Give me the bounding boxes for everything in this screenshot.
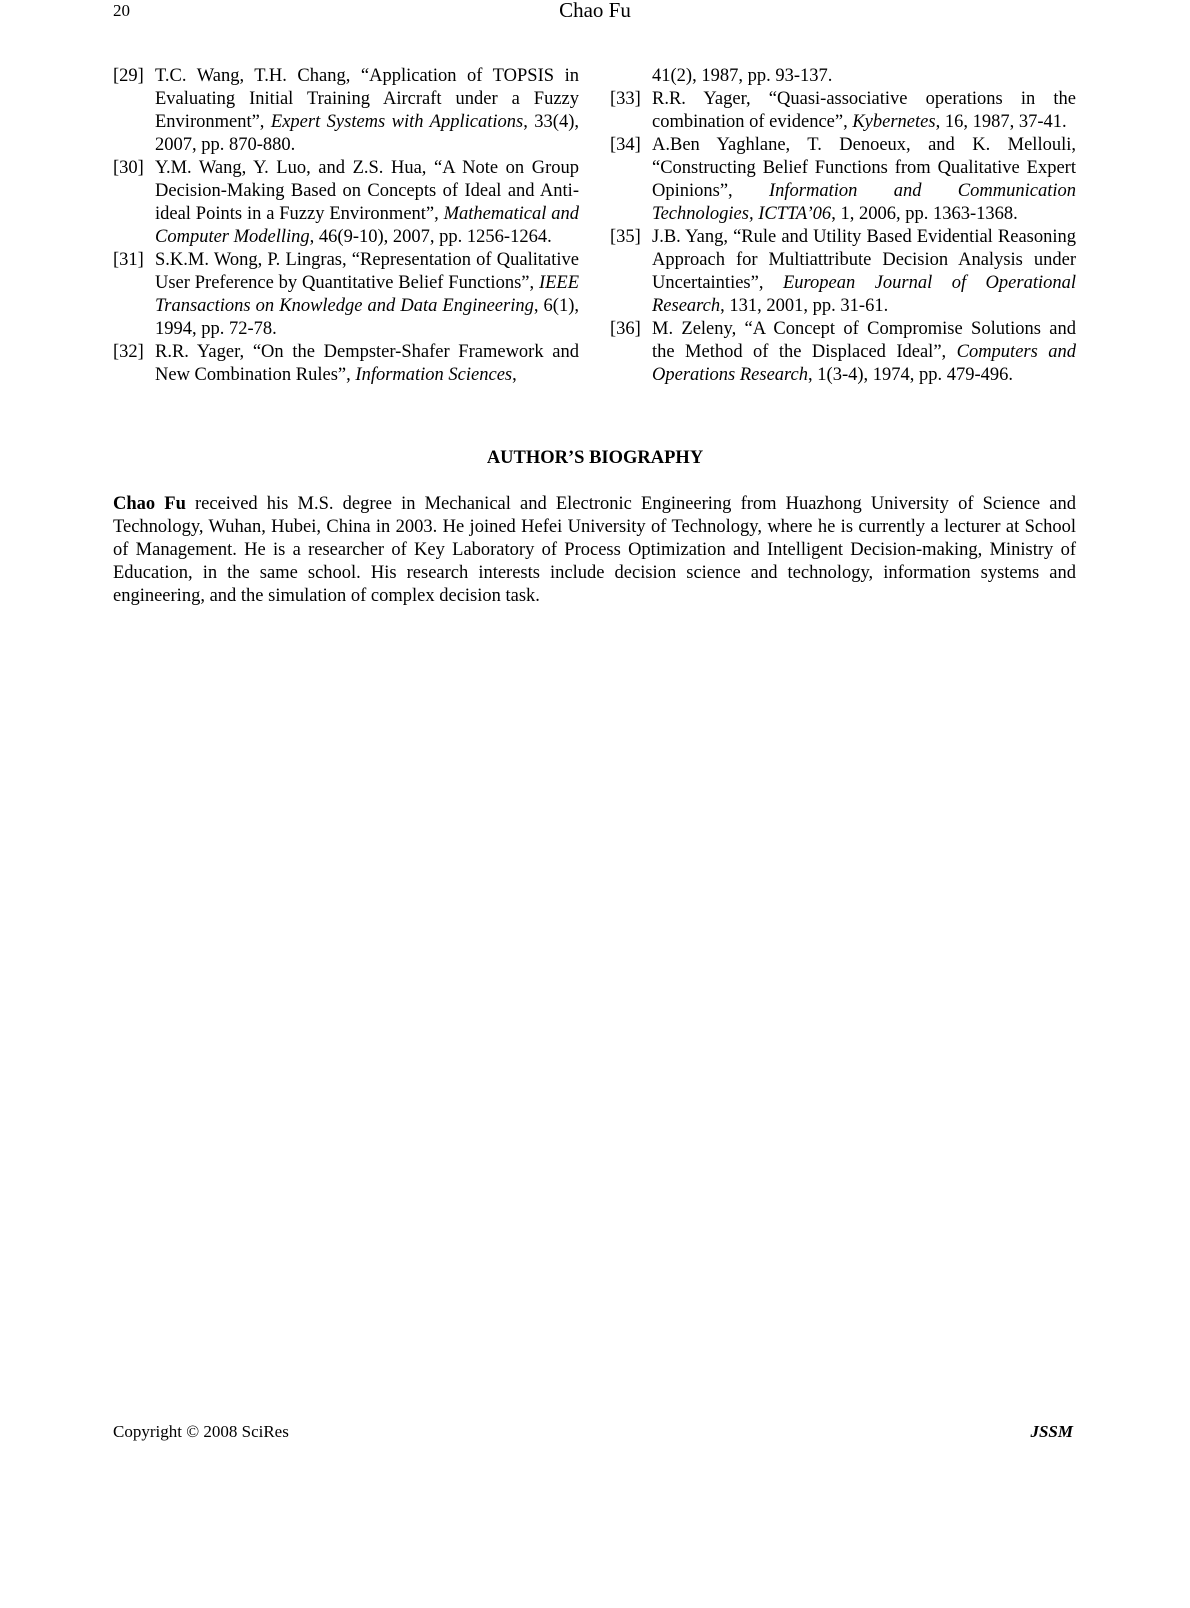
reference-journal: Computers and Operations Research (652, 342, 1077, 385)
biography-text: Chao Fu received his M.S. degree in Mechanical and Electronic Engineering from Huazhong University of Science and Technology, Wuhan, Hubei, China in 2003. He joined Hefei University of Technology, where he is currently a lecturer at School of Management. He is a researcher of Key Laboratory of Process Optimization and Intelligent Decision-making, Ministry of Education, in the same school. His research interests include decision science and technology, information systems and engineering, and the simulation of complex decision task. (113, 494, 1076, 606)
reference-text: T.C. Wang, T.H. Chang, “Application of TOPSIS in Evaluating Initial Training Aircraft under a Fuzzy Environment”, Expert Systems with Applications, 33(4), 2007, pp. 870-880. (155, 66, 579, 155)
page-number: 20 (113, 1, 130, 20)
reference-29 (113, 65, 579, 157)
reference-journal: European Journal of Operational Research (652, 273, 1076, 316)
reference-32-continuation (610, 65, 1076, 88)
reference-number: [36] (610, 319, 641, 339)
reference-number: [30] (113, 158, 144, 178)
reference-30 (113, 157, 579, 249)
reference-journal: IEEE Transactions on Knowledge and Data Engineering (155, 273, 579, 316)
reference-journal: Expert Systems with Applications (270, 112, 524, 132)
reference-text: R.R. Yager, “On the Dempster-Shafer Framework and New Combination Rules”, Information Sciences, (155, 342, 579, 385)
reference-text: S.K.M. Wong, P. Lingras, “Representation of Qualitative User Preference by Quantitative Belief Functions”, IEEE Transactions on Knowledge and Data Engineering, 6(1), 1994, pp. 72-78. (155, 250, 579, 339)
author-name: Chao Fu (113, 494, 186, 514)
reference-number: [34] (610, 135, 641, 155)
reference-text: 41(2), 1987, pp. 93-137. (652, 66, 833, 86)
reference-32 (113, 341, 579, 387)
footer-journal: JSSM (1030, 1422, 1073, 1441)
reference-36 (610, 318, 1076, 387)
reference-journal: Information and Communication Technologies, ICTTA’06 (652, 181, 1076, 224)
reference-number: [32] (113, 342, 144, 362)
reference-text: R.R. Yager, “Quasi-associative operations in the combination of evidence”, Kybernetes, 16, 1987, 37-41. (652, 89, 1076, 132)
references-left-column (113, 65, 579, 387)
reference-journal: Kybernetes (852, 112, 936, 132)
reference-text: A.Ben Yaghlane, T. Denoeux, and K. Mellouli, “Constructing Belief Functions from Qualitative Expert Opinions”, Information and Communication Technologies, ICTTA’06, 1, 2006, pp. 1363-1368. (652, 135, 1076, 224)
reference-journal: Mathematical and Computer Modelling (155, 204, 579, 247)
reference-number: [29] (113, 66, 144, 86)
reference-text: Y.M. Wang, Y. Luo, and Z.S. Hua, “A Note on Group Decision-Making Based on Concepts of Ideal and Anti-ideal Points in a Fuzzy Environment”, Mathematical and Computer Modelling, 46(9-10), 2007, pp. 1256-1264. (155, 158, 579, 247)
reference-35 (610, 226, 1076, 318)
reference-number: [35] (610, 227, 641, 247)
running-title: Chao Fu (559, 0, 631, 22)
references-right-column (610, 65, 1076, 387)
footer-copyright: Copyright © 2008 SciRes (113, 1422, 289, 1441)
reference-journal: Information Sciences (355, 365, 513, 385)
reference-text: J.B. Yang, “Rule and Utility Based Evidential Reasoning Approach for Multiattribute Decision Analysis under Uncertainties”, European Journal of Operational Research, 131, 2001, pp. 31-61. (652, 227, 1076, 316)
reference-33 (610, 88, 1076, 134)
reference-text: M. Zeleny, “A Concept of Compromise Solutions and the Method of the Displaced Ideal”, Computers and Operations Research, 1(3-4), 1974, pp. 479-496. (652, 319, 1077, 385)
reference-31 (113, 249, 579, 341)
reference-number: [31] (113, 250, 144, 270)
reference-number: [33] (610, 89, 641, 109)
biography-heading: AUTHOR’S BIOGRAPHY (486, 448, 704, 468)
reference-34 (610, 134, 1076, 226)
